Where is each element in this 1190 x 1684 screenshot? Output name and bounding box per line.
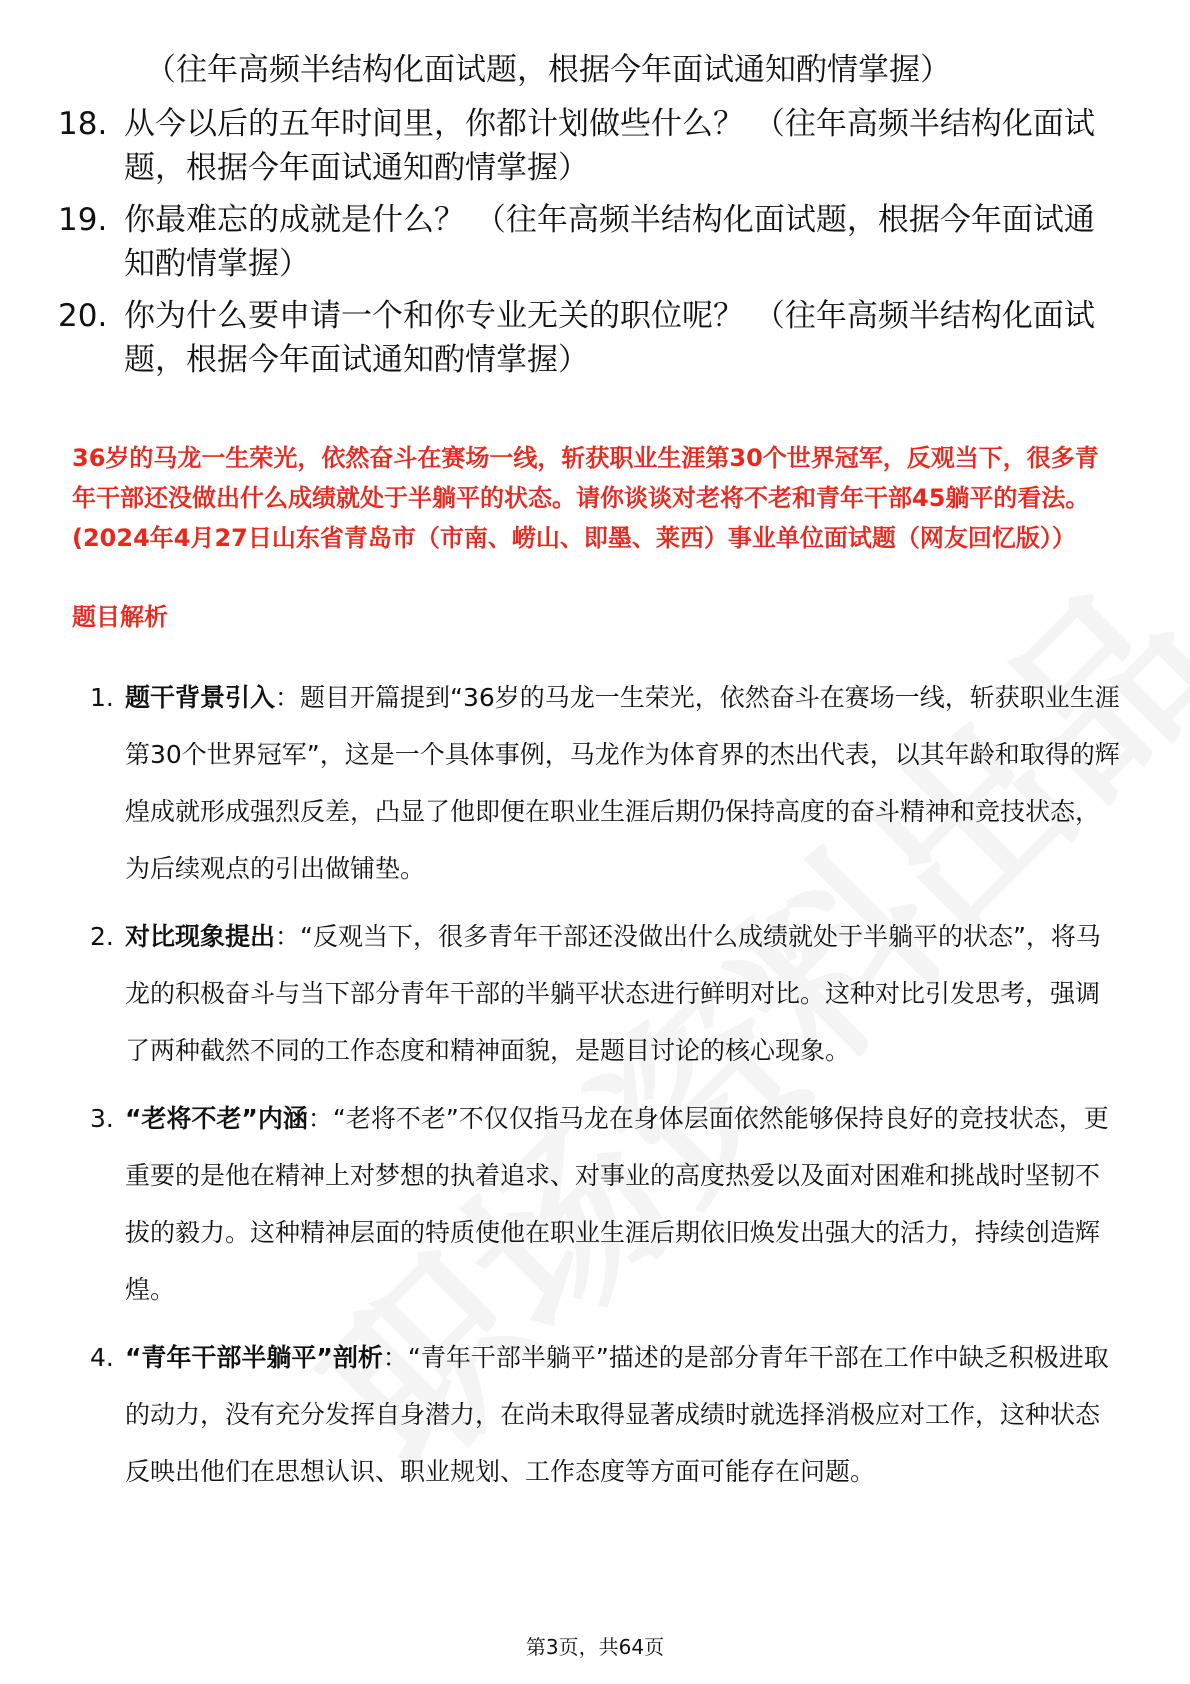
analysis-body: ：“反观当下，很多青年干部还没做出什么成绩就处于半躺平的状态”，将马龙的积极奋斗与当下部分青年干部的半躺平状态进行鲜明对比。这种对比引发思考，强调了两种截然不同的工作态度和精神面貌，是题目讨论的核心现象。	[125, 922, 1101, 1065]
question-text: 你为什么要申请一个和你专业无关的职位呢？ （往年高频半结构化面试题，根据今年面试通知酌情掌握）	[124, 298, 1095, 378]
analysis-number: 3.	[90, 1104, 114, 1133]
analysis-heading: “青年干部半躺平”剖析	[125, 1343, 383, 1372]
previous-question-tail: （往年高频半结构化面试题，根据今年面试通知酌情掌握）	[145, 52, 951, 88]
analysis-body: ：“老将不老”不仅仅指马龙在身体层面依然能够保持良好的竞技状态，更重要的是他在精神上对梦想的执着追求、对事业的高度热爱以及面对困难和挑战时坚韧不拔的毅力。这种精神层面的特质使他在职业生涯后期依旧焕发出强大的活力，持续创造辉煌。	[125, 1104, 1109, 1304]
analysis-body: ：“青年干部半躺平”描述的是部分青年干部在工作中缺乏积极进取的动力，没有充分发挥自身潜力，在尚未取得显著成绩时就选择消极应对工作，这种状态反映出他们在思想认识、职业规划、工作态度等方面可能存在问题。	[125, 1343, 1109, 1486]
section-title: 题目解析	[72, 603, 168, 631]
analysis-number: 4.	[90, 1343, 114, 1372]
question-item-20	[58, 294, 1098, 382]
analysis-item	[72, 1090, 1122, 1318]
analysis-item	[72, 1329, 1122, 1500]
analysis-heading: “老将不老”内涵	[125, 1104, 308, 1133]
question-item-19	[58, 198, 1098, 286]
page-footer: 第3页，共64页	[525, 1635, 665, 1659]
question-text: 你最难忘的成就是什么？ （往年高频半结构化面试题，根据今年面试通知酌情掌握）	[124, 202, 1095, 282]
analysis-list	[72, 669, 1122, 1511]
analysis-item	[72, 669, 1122, 897]
question-number: 19.	[58, 202, 108, 238]
analysis-number: 1.	[90, 683, 114, 712]
question-number: 18.	[58, 106, 108, 142]
question-number: 20.	[58, 298, 108, 334]
analysis-item	[72, 908, 1122, 1079]
highlighted-question: 36岁的马龙一生荣光，依然奋斗在赛场一线，斩获职业生涯第30个世界冠军，反观当下，很多青年干部还没做出什么成绩就处于半躺平的状态。请你谈谈对老将不老和青年干部45躺平的看法。(2024年4月27日山东省青岛市（市南、崂山、即墨、莱西）事业单位面试题（网友回忆版））	[72, 444, 1099, 552]
analysis-body: ：题目开篇提到“36岁的马龙一生荣光，依然奋斗在赛场一线，斩获职业生涯第30个世界冠军”，这是一个具体事例，马龙作为体育界的杰出代表，以其年龄和取得的辉煌成就形成强烈反差，凸显了他即便在职业生涯后期仍保持高度的奋斗精神和竞技状态，为后续观点的引出做铺垫。	[125, 683, 1120, 883]
question-text: 从今以后的五年时间里，你都计划做些什么？ （往年高频半结构化面试题，根据今年面试通知酌情掌握）	[124, 106, 1095, 186]
analysis-heading: 题干背景引入	[125, 683, 276, 712]
analysis-number: 2.	[90, 922, 114, 951]
question-item-18	[58, 102, 1098, 190]
analysis-heading: 对比现象提出	[125, 922, 276, 951]
